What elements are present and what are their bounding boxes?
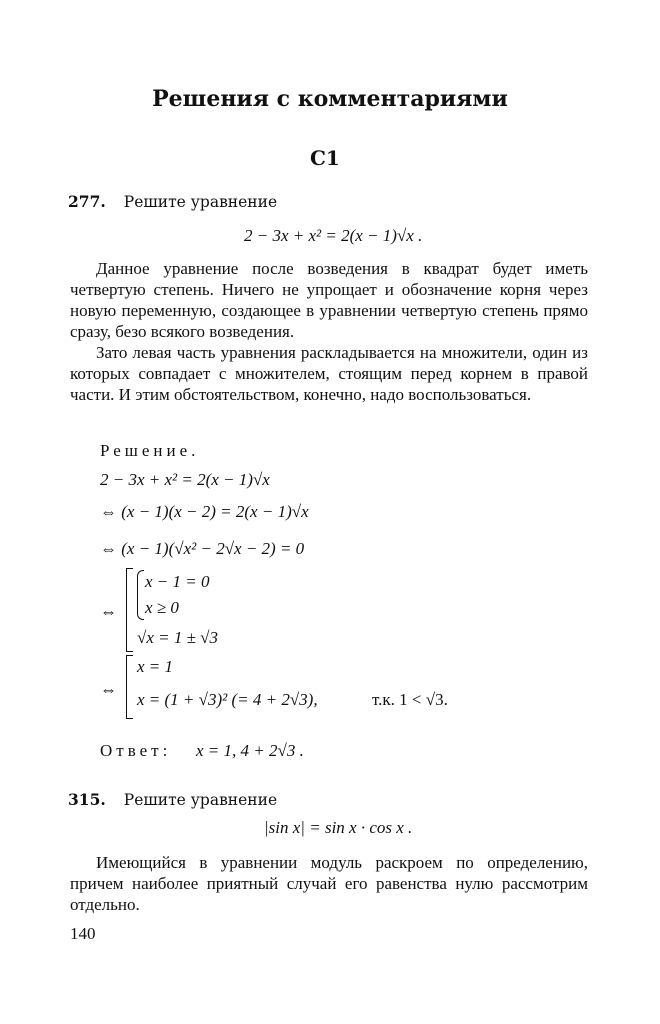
page-number: 140 — [70, 924, 96, 943]
system-line: x − 1 = 0 — [145, 572, 210, 591]
chapter-heading: С1 — [310, 146, 340, 170]
solution-step: ⇔ (x − 1)(x − 2) = 2(x − 1)√x — [100, 502, 309, 521]
system-line: √x = 1 ± √3 — [137, 628, 219, 647]
commentary — [70, 852, 588, 915]
problem-number: 277. — [68, 192, 106, 211]
square-bracket — [126, 568, 133, 652]
answer-label: Ответ: — [100, 741, 172, 760]
final-line: x = 1 — [137, 657, 174, 676]
problem-number: 315. — [68, 790, 106, 809]
problem-315-header — [68, 790, 277, 809]
curly-brace — [137, 570, 144, 620]
equation-315: |sin x| = sin x · cos x . — [264, 818, 413, 837]
page-title: Решения с комментариями — [152, 86, 508, 112]
solution-label: Решение. — [100, 441, 200, 460]
commentary-paragraph: Зато левая часть уравнения раскладывается на множители, один из которых совпадает с множителем, стоящим перед корнем в правой части. И этим обстоятельством, конечно, надо воспользоваться. — [70, 343, 588, 404]
final-line: x = (1 + √3)² (= 4 + 2√3), — [137, 690, 318, 709]
equivalence-arrow: ⇔ — [100, 602, 117, 621]
commentary — [70, 258, 588, 405]
commentary-paragraph: Данное уравнение после возведения в квадрат будет иметь четвертую степень. Ничего не упрощает и обозначение корня через новую переменную, создающее в уравнении четвертую степень прямо сразу, безо всякого возведения. — [70, 259, 588, 341]
problem-277-header — [68, 192, 277, 211]
answer-value: x = 1, 4 + 2√3 . — [196, 741, 304, 760]
problem-prompt: Решите уравнение — [123, 791, 278, 809]
problem-prompt: Решите уравнение — [123, 193, 278, 211]
final-note: т.к. 1 < √3. — [372, 690, 448, 709]
solution-step: 2 − 3x + x² = 2(x − 1)√x — [100, 470, 270, 489]
equivalence-arrow: ⇔ — [100, 680, 117, 699]
equation-277: 2 − 3x + x² = 2(x − 1)√x . — [244, 226, 423, 245]
commentary-paragraph: Имеющийся в уравнении модуль раскроем по определению, причем наиболее приятный случай его равенства нулю рассмотрим отдельно. — [70, 853, 588, 914]
square-bracket — [126, 655, 133, 719]
system-line: x ≥ 0 — [145, 598, 179, 617]
solution-step: ⇔ (x − 1)(√x² − 2√x − 2) = 0 — [100, 539, 305, 558]
